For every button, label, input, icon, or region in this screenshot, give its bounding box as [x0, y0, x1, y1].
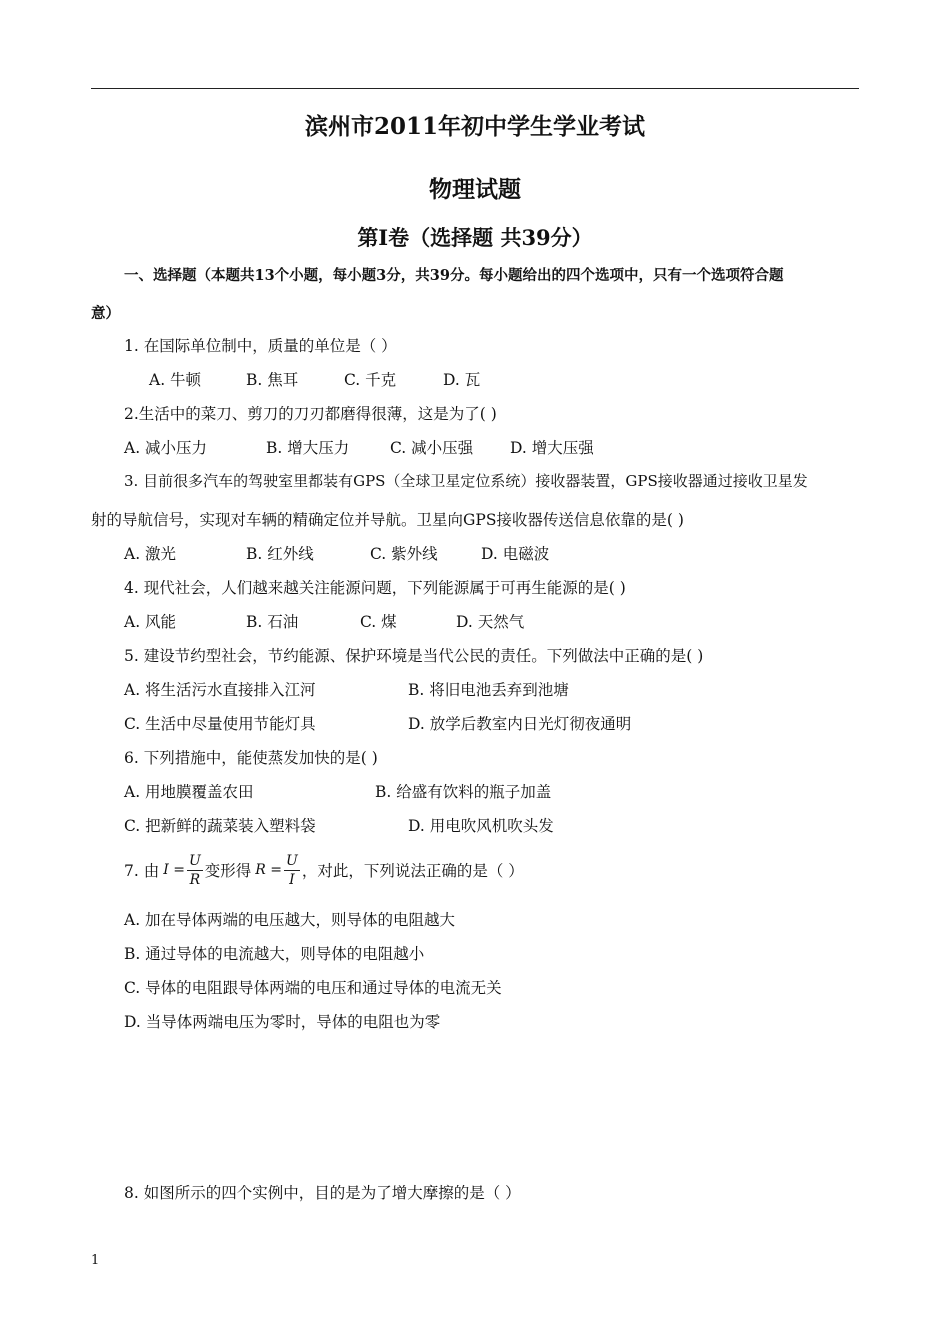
formula-1-denominator: R — [189, 871, 201, 888]
question-5-option-b: B. 将旧电池丢弃到池塘 — [408, 681, 569, 699]
exam-title: 滨州市2011年初中学生学业考试 — [304, 113, 645, 140]
section-title: 第Ⅰ卷（选择题 共39分） — [357, 225, 593, 250]
question-3-option-c: C. 紫外线 — [370, 545, 438, 563]
question-3-option-b: B. 红外线 — [246, 545, 314, 563]
question-3-stem-line-1: 3. 目前很多汽车的驾驶室里都装有GPS（全球卫星定位系统）接收器装置，GPS接收器通过接收卫星发 — [124, 472, 808, 490]
question-2-option-d: D. 增大压强 — [510, 439, 594, 457]
question-6-option-a: A. 用地膜覆盖农田 — [124, 783, 254, 801]
question-4-option-a: A. 风能 — [124, 613, 177, 631]
question-4-option-c: C. 煤 — [360, 613, 397, 631]
header-rule — [91, 88, 859, 89]
instructions-line-1: 一、选择题（本题共13个小题，每小题3分，共39分。每小题给出的四个选项中，只有一个选项符合题 — [124, 267, 784, 284]
question-8-stem: 8. 如图所示的四个实例中，目的是为了增大摩擦的是（ ） — [124, 1184, 521, 1202]
question-2-option-a: A. 减小压力 — [124, 439, 208, 457]
formula-2-fraction — [284, 852, 300, 889]
question-7-prefix: 7. 由 — [124, 862, 160, 880]
question-5-option-d: D. 放学后教室内日光灯彻夜通明 — [408, 715, 632, 733]
formula-1-fraction — [187, 852, 203, 889]
question-1-option-d: D. 瓦 — [443, 371, 481, 389]
question-3-option-a: A. 激光 — [124, 545, 177, 563]
question-2-option-b: B. 增大压力 — [266, 439, 350, 457]
question-7-suffix: ，对此，下列说法正确的是（ ） — [301, 862, 524, 880]
subject-title: 物理试题 — [429, 176, 521, 203]
formula-2-denominator: I — [289, 871, 295, 888]
question-7-mid: 变形得 — [204, 862, 252, 880]
instructions-line-2: 意） — [91, 305, 120, 322]
question-1-stem: 1. 在国际单位制中，质量的单位是（ ） — [124, 337, 397, 355]
question-5-option-a: A. 将生活污水直接排入江河 — [124, 681, 316, 699]
page-number: 1 — [91, 1253, 100, 1268]
formula-1-lhs: I = — [163, 862, 185, 878]
formula-2-numerator: U — [286, 852, 298, 869]
question-3-option-d: D. 电磁波 — [481, 545, 550, 563]
question-1-option-b: B. 焦耳 — [246, 371, 299, 389]
question-2-stem: 2.生活中的菜刀、剪刀的刀刃都磨得很薄，这是为了( ) — [124, 405, 497, 423]
formula-2-lhs: R = — [255, 862, 282, 878]
question-7-option-d: D. 当导体两端电压为零时，导体的电阻也为零 — [124, 1013, 441, 1031]
question-6-option-c: C. 把新鲜的蔬菜装入塑料袋 — [124, 817, 316, 835]
question-5-stem: 5. 建设节约型社会，节约能源、保护环境是当代公民的责任。下列做法中正确的是( ) — [124, 647, 704, 665]
question-2-option-c: C. 减小压强 — [390, 439, 474, 457]
question-4-stem: 4. 现代社会，人们越来越关注能源问题，下列能源属于可再生能源的是( ) — [124, 579, 626, 597]
question-4-option-b: B. 石油 — [246, 613, 299, 631]
question-7-option-b: B. 通过导体的电流越大，则导体的电阻越小 — [124, 945, 425, 963]
question-7-option-c: C. 导体的电阻跟导体两端的电压和通过导体的电流无关 — [124, 979, 502, 997]
question-6-stem: 6. 下列措施中，能使蒸发加快的是( ) — [124, 749, 378, 767]
formula-1-numerator: U — [188, 852, 201, 869]
question-1-option-c: C. 千克 — [344, 371, 397, 389]
question-6-option-d: D. 用电吹风机吹头发 — [408, 817, 554, 835]
question-1-option-a: A. 牛顿 — [149, 371, 202, 389]
question-4-option-d: D. 天然气 — [456, 613, 525, 631]
question-5-option-c: C. 生活中尽量使用节能灯具 — [124, 715, 316, 733]
question-6-option-b: B. 给盛有饮料的瓶子加盖 — [375, 783, 552, 801]
question-7-stem — [124, 850, 524, 890]
question-7-option-a: A. 加在导体两端的电压越大，则导体的电阻越大 — [124, 911, 456, 929]
question-3-stem-line-2: 射的导航信号，实现对车辆的精确定位并导航。卫星向GPS接收器传送信息依靠的是( ) — [91, 511, 684, 529]
